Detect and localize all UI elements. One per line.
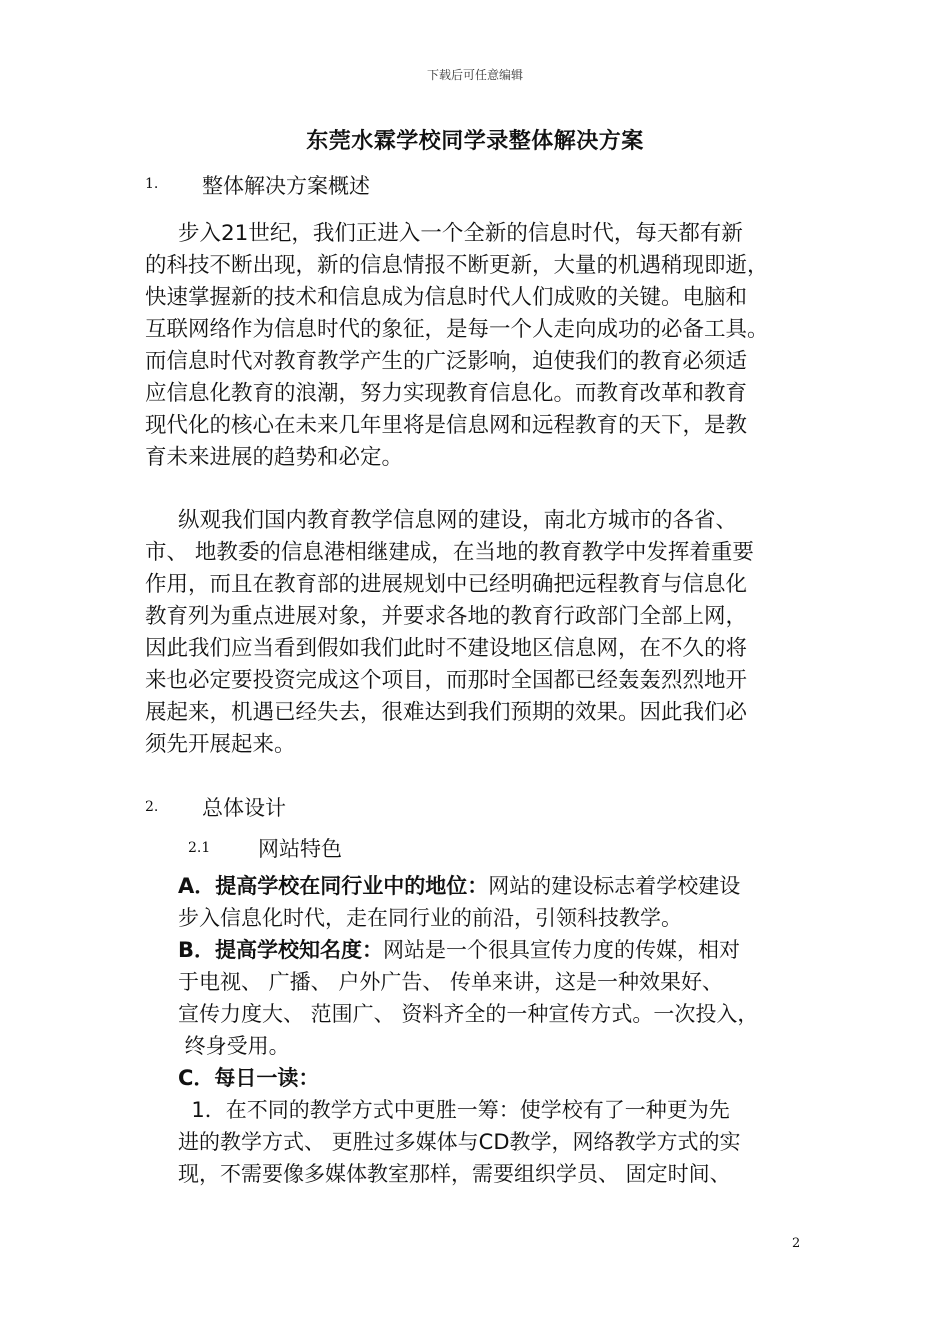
paragraph-line: 纵观我们国内教育教学信息网的建设，南北方城市的各省、 [178,508,738,533]
document-title: 东莞水霖学校同学录整体解决方案 [306,129,644,154]
paragraph-line: 步入21世纪，我们正进入一个全新的信息时代，每天都有新 [178,221,743,246]
section-2-title: 总体设计 [202,796,286,820]
feature-a-line [178,870,818,902]
feature-a-label: A．提高学校在同行业中的地位： [178,874,489,898]
paragraph-line: 展起来，机遇已经失去，很难达到我们预期的效果。因此我们必 [145,700,748,725]
paragraph-line: 应信息化教育的浪潮，努力实现教育信息化。而教育改革和教育 [145,381,748,406]
feature-line: 终身受用。 [178,1034,290,1058]
paragraph-line: 来也必定要投资完成这个项目，而那时全国都已经轰轰烈烈地开 [145,668,748,693]
paragraph-line: 互联网络作为信息时代的象征，是每一个人走向成功的必备工具。 [145,317,769,342]
paragraph-overview [145,505,805,761]
paragraph-line: 教育列为重点进展对象，并要求各地的教育行政部门全部上网， [145,604,748,629]
section-1-title: 整体解决方案概述 [202,174,370,198]
paragraph-line: 快速掌握新的技术和信息成为信息时代人们成败的关键。电脑和 [145,285,748,310]
section-2-number: 2. [145,799,159,815]
feature-line: 宣传力度大、 范围广、 资料齐全的一种宣传方式。一次投入， [178,1002,759,1026]
paragraph-intro [145,218,805,474]
paragraph-line: 因此我们应当看到假如我们此时不建设地区信息网，在不久的将 [145,636,748,661]
subsection-title: 网站特色 [258,837,342,861]
feature-line: 于电视、 广播、 户外广告、 传单来讲，这是一种效果好、 [178,970,724,994]
feature-a-text: 网站的建设标志着学校建设 [488,874,741,898]
feature-b-text: 网站是一个很具宣传力度的传媒，相对 [383,938,741,962]
paragraph-line: 的科技不断出现，新的信息情报不断更新，大量的机遇稍现即逝， [145,253,769,278]
feature-b-line [178,934,818,966]
feature-c-label: C．每日一读： [178,1066,320,1090]
paragraph-line: 须先开展起来。 [145,732,296,757]
paragraph-line: 而信息时代对教育教学产生的广泛影响，迫使我们的教育必须适 [145,349,748,374]
section-1-number: 1. [145,176,159,192]
paragraph-line: 育未来进展的趋势和必定。 [145,445,404,470]
subsection-number: 2.1 [188,840,211,856]
paragraph-line: 作用，而且在教育部的进展规划中已经明确把远程教育与信息化 [145,572,748,597]
paragraph-line: 现代化的核心在未来几年里将是信息网和远程教育的天下，是教 [145,413,748,438]
feature-line: 步入信息化时代，走在同行业的前沿，引领科技教学。 [178,906,682,930]
feature-line: 1．在不同的教学方式中更胜一筹：使学校有了一种更为先 [178,1098,730,1122]
feature-line: 现，不需要像多媒体教室那样，需要组织学员、 固定时间、 [178,1162,731,1186]
paragraph-line: 市、 地教委的信息港相继建成，在当地的教育教学中发挥着重要 [145,540,754,565]
feature-list [178,870,818,1190]
page-number: 2 [792,1236,801,1251]
feature-b-label: B．提高学校知名度： [178,938,384,962]
page-header: 下载后可任意编辑 [426,68,523,82]
feature-line: 进的教学方式、 更胜过多媒体与CD教学，网络教学方式的实 [178,1130,741,1154]
